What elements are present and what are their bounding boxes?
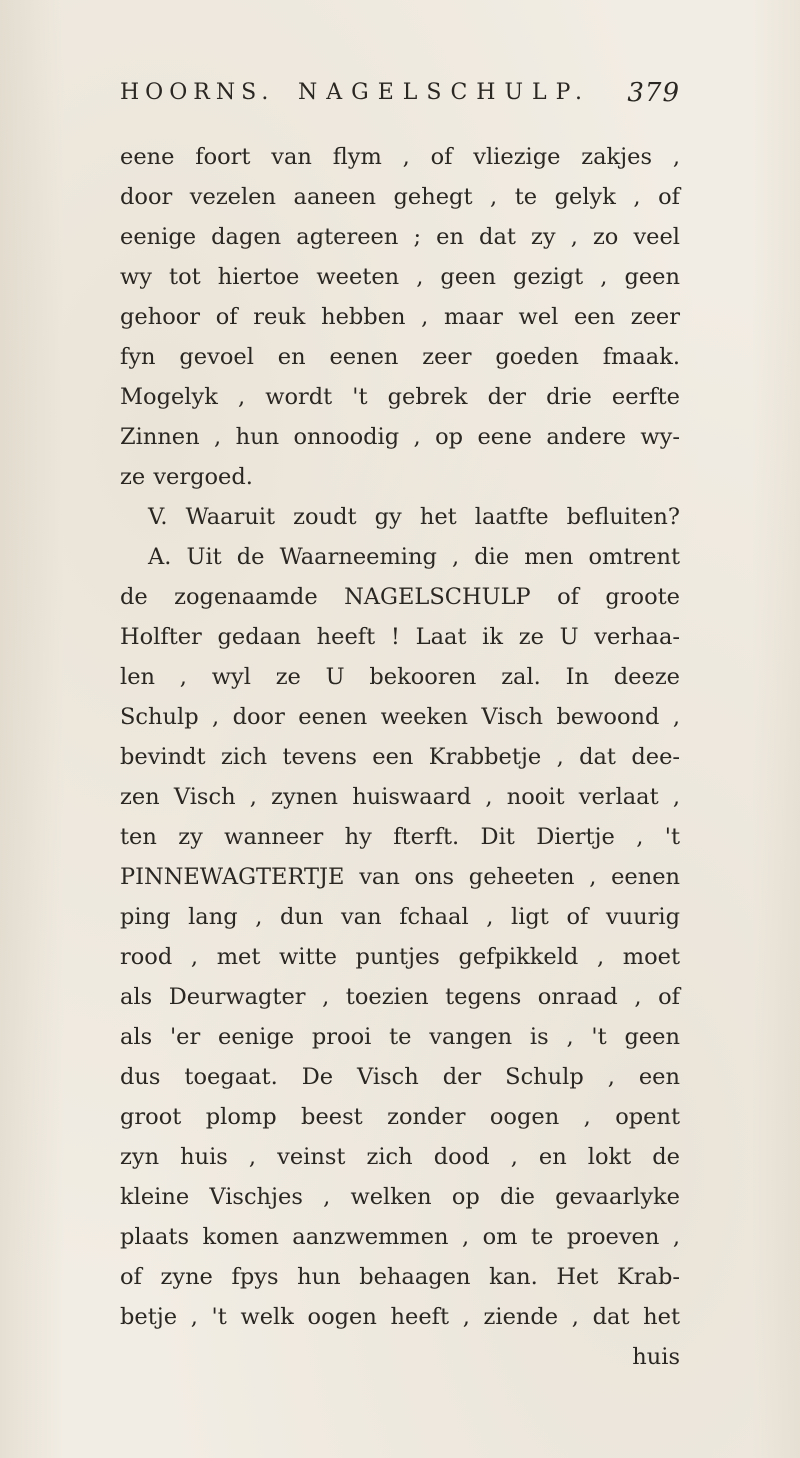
text-line: de zogenaamde NAGELSCHULP of groote [120, 584, 680, 610]
text-line: zyn huis , veinst zich dood , en lokt de [120, 1144, 680, 1170]
text-line: of zyne fpys hun behaagen kan. Het Krab- [120, 1264, 680, 1290]
text-line: Mogelyk , wordt 't gebrek der drie eerfte [120, 384, 680, 410]
text-line: fyn gevoel en eenen zeer goeden fmaak. [120, 344, 680, 370]
running-head-left: HOORNS. [120, 80, 275, 105]
text-line: zen Visch , zynen huiswaard , nooit verlaat , [120, 784, 680, 810]
running-head-title: NAGELSCHULP. [298, 80, 591, 105]
text-line: als 'er eenige prooi te vangen is , 't geen [120, 1024, 680, 1050]
text-line: ten zy wanneer hy fterft. Dit Diertje , 't [120, 824, 680, 850]
text-line: Holfter gedaan heeft ! Laat ik ze U verhaa- [120, 624, 680, 650]
text-line: rood , met witte puntjes gefpikkeld , moet [120, 944, 680, 970]
text-line: eene foort van flym , of vliezige zakjes , [120, 144, 680, 170]
text-line: len , wyl ze U bekooren zal. In deeze [120, 664, 680, 690]
running-head [120, 80, 680, 116]
text-line: kleine Vischjes , welken op die gevaarlyke [120, 1184, 680, 1210]
text-line: Schulp , door eenen weeken Visch bewoond , [120, 704, 680, 730]
text-line: wy tot hiertoe weeten , geen gezigt , geen [120, 264, 680, 290]
body-text [120, 137, 680, 1377]
text-line: dus toegaat. De Visch der Schulp , een [120, 1064, 680, 1090]
text-line: door vezelen aaneen gehegt , te gelyk , of [120, 184, 680, 210]
text-line: A. Uit de Waarneeming , die men omtrent [148, 544, 680, 570]
text-line: plaats komen aanzwemmen , om te proeven , [120, 1224, 680, 1250]
text-line: gehoor of reuk hebben , maar wel een zeer [120, 304, 680, 330]
text-line: groot plomp beest zonder oogen , opent [120, 1104, 680, 1130]
text-line: bevindt zich tevens een Krabbetje , dat dee- [120, 744, 680, 770]
page-number: 379 [627, 78, 680, 108]
text-line: ze vergoed. [120, 464, 253, 490]
text-line: eenige dagen agtereen ; en dat zy , zo veel [120, 224, 680, 250]
text-line: V. Waaruit zoudt gy het laatfte befluiten? [148, 504, 680, 530]
text-line: betje , 't welk oogen heeft , ziende , dat het [120, 1304, 680, 1330]
text-line: PINNEWAGTERTJE van ons geheeten , eenen [120, 864, 680, 890]
text-line: als Deurwagter , toezien tegens onraad , of [120, 984, 680, 1010]
text-line: Zinnen , hun onnoodig , op eene andere wy- [120, 424, 680, 450]
text-line: ping lang , dun van fchaal , ligt of vuurig [120, 904, 680, 930]
catchword: huis [632, 1344, 680, 1370]
